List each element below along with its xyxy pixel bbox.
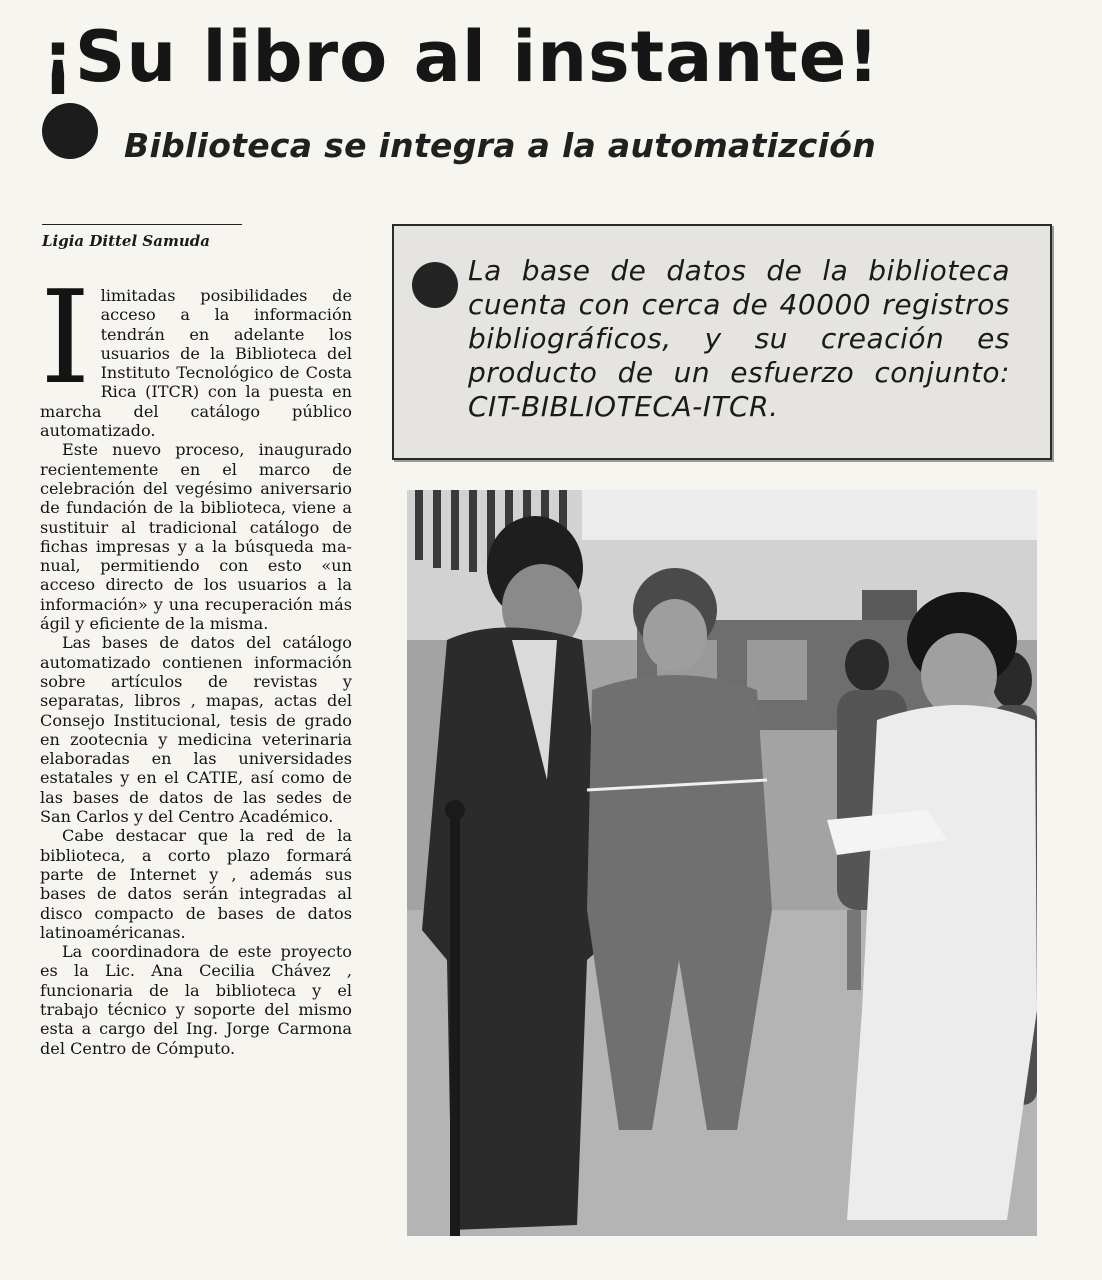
article-paragraph-4: Cabe destacar que la red de la biblioteca, a corto plazo formará parte de Internet y , además sus bases de datos serán integradas al disco compacto de bases de datos latinoaméricanas.	[40, 826, 352, 942]
drop-cap: I	[40, 286, 91, 413]
pull-quote-text: La base de datos de la biblioteca cuenta con cerca de 40000 registros bibliográficos, y su creación es producto de un esfuerzo conjunto: CIT-BIBLIOTECA-ITCR.	[468, 254, 1010, 423]
article-paragraph-5: La coordinadora de este proyecto es la Lic. Ana Cecilia Chávez , funcionaria de la biblioteca y el trabajo técnico y soporte del mismo esta a cargo del Ing. Jorge Carmona del Centro de Cómputo.	[40, 942, 352, 1058]
byline-rule	[42, 224, 242, 225]
article-paragraph-3: Las bases de datos del catálogo automatizado contienen información sobre artículos de revistas y separatas, libros , mapas, actas del Consejo Institucional, tesis de grado en zootecnia y medicina veterinaria elaboradas en las universidades estatales y en el CATIE, así como de las bases de datos de las sedes de San Carlos y del Centro Académico.	[40, 633, 352, 827]
article-paragraph-1-text: limitadas posibilidades de acceso a la información tendrán en adelante los usuarios de la Biblioteca del Instituto Tecnológico de Costa Rica (ITCR) con la puesta en marcha del catálogo público automatizado.	[40, 286, 352, 441]
pull-quote-box	[392, 224, 1052, 460]
article-body	[40, 286, 352, 1236]
ribbon-cutting-photo	[407, 490, 1037, 1236]
article-paragraph-1	[40, 286, 352, 440]
photo-illustration	[407, 490, 1037, 1236]
subtitle: Biblioteca se integra a la automatizción	[124, 126, 877, 165]
headline: ¡Su libro al instante!	[42, 16, 881, 98]
pull-quote-bullet-icon	[412, 262, 458, 308]
bullet-dot-icon	[42, 103, 98, 159]
byline: Ligia Dittel Samuda	[42, 232, 210, 250]
article-paragraph-2: Este nuevo proceso, inaugurado recientemente en el marco de celebración del vegésimo aniversario de fundación de la biblioteca, viene a sustituir al tradicional catálogo de fichas impresas y a la búsqueda manual, permitiendo con esto «un acceso directo de los usuarios a la información» y una recuperación más ágil y eficiente de la misma.	[40, 440, 352, 634]
